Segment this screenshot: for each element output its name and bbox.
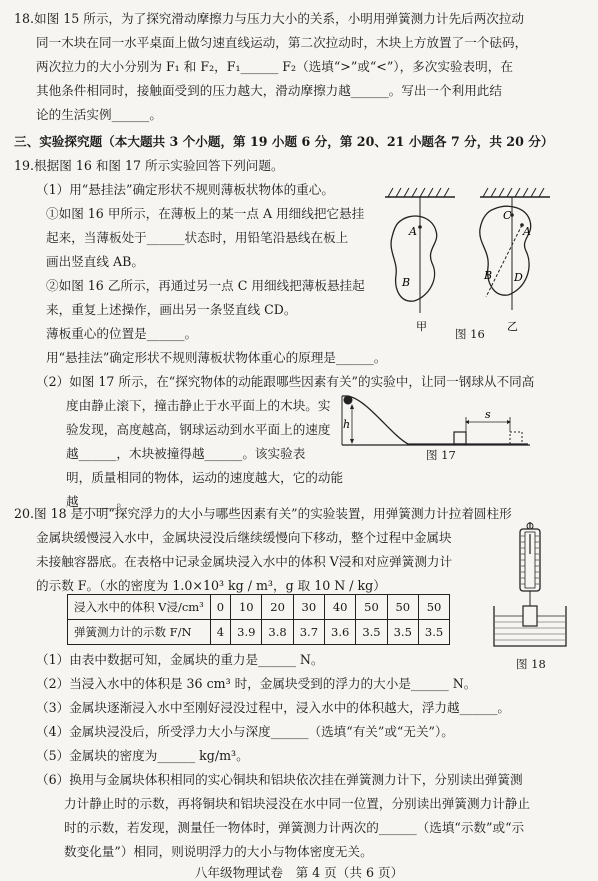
table-row-label: 弹簧测力计的示数 F/N (68, 620, 211, 645)
fig16-left-label: 甲 (416, 320, 427, 333)
q18-line-2: 同一木块在同一水平桌面上做匀速直线运动，第二次拉动时，木块上方放置了一个砝码， (36, 35, 528, 50)
q20-sub-2: （2）当浸入水中的体积是 36 cm³ 时，金属块受到的浮力的大小是______ N。 (36, 676, 477, 691)
q20-line-4: 的示数 F。（水的密度为 1.0×10³ kg / m³，g 取 10 N / kg） (36, 578, 386, 593)
q19-part2-line6: 越______。 (66, 494, 129, 509)
table-cell: 40 (325, 595, 356, 620)
fig16-label-A-right: A (523, 225, 531, 238)
table-cell: 20 (262, 595, 293, 620)
fig17-label-s: s (485, 408, 491, 421)
q20-sub-1: （1）由表中数据可知，金属块的重力是______ N。 (36, 652, 324, 667)
q18-line-4: 其他条件相同时，接触面受到的压力越大，滑动摩擦力越______。写出一个利用此结 (36, 83, 502, 98)
q19-part1: （1）用“悬挂法”确定形状不规则薄板状物体的重心。 (36, 182, 334, 197)
figure-18 (480, 520, 580, 650)
q20-line-2: 金属块缓慢浸入水中，金属块浸没后继续缓慢向下移动，整个过程中金属块 (36, 530, 452, 545)
fig16-label-D: D (514, 271, 523, 284)
table-cell: 3.5 (418, 620, 449, 645)
q20-sub-6-line4: 数变化量”）相同，则说明浮力的大小与物体密度无关。 (64, 844, 373, 859)
q19-part2-line5: 明，质量相同的物体，运动的速度越大，它的动能 (66, 470, 344, 485)
q19-title: 19.根据图 16 和图 17 所示实验回答下列问题。 (14, 158, 284, 173)
table-cell: 4 (210, 620, 230, 645)
fig16-right-label: 乙 (507, 320, 518, 333)
table-cell: 3.5 (387, 620, 418, 645)
q19-a1: ①如图 16 甲所示，在薄板上的某一点 A 用细线把它悬挂 (46, 206, 365, 221)
q20-data-table (67, 594, 450, 645)
table-cell: 3.8 (262, 620, 293, 645)
table-cell: 0 (210, 595, 230, 620)
section-3-heading: 三、实验探究题（本大题共 3 个小题，第 19 小题 6 分，第 20、21 小题各 7 分，共 20 分） (14, 134, 554, 149)
q19-part2-line3: 验发现，高度越高，钢球运动到水平面上的速度 (66, 422, 331, 437)
figure-16 (370, 185, 570, 345)
fig18-caption: 图 18 (516, 657, 546, 671)
table-cell: 3.6 (325, 620, 356, 645)
q19-b2: 来，重复上述操作，画出另一条竖直线 CD。 (46, 302, 297, 317)
q20-sub-3: （3）金属块逐渐浸入水中至刚好浸没过程中，浸入水中的体积越大，浮力越______。 (36, 700, 510, 715)
fig16-label-C: C (503, 209, 512, 222)
q20-sub-6-line2: 力计静止时的示数，再将铜块和铝块浸没在水中同一位置，分别读出弹簧测力计静止 (64, 796, 530, 811)
fig17-caption: 图 17 (426, 448, 456, 462)
fig16-label-A: A (409, 225, 417, 238)
page-footer: 八年级物理试卷 第 4 页（共 6 页） (194, 865, 404, 880)
q18-line-5: 论的生活实例______。 (36, 107, 162, 122)
q18-line-1: 18.如图 15 所示，为了探究滑动摩擦力与压力大小的关系，小明用弹簧测力计先后两次拉动 (14, 11, 525, 26)
q20-sub-6-line3: 时的示数，若发现，测量任一物体时，弹簧测力计两次的______（选填“示数”或“示 (64, 820, 525, 835)
table-cell: 10 (231, 595, 262, 620)
table-cell: 3.9 (231, 620, 262, 645)
q20-sub-4: （4）金属块浸没后，所受浮力大小与深度______（选填“有关”或“无关”）。 (36, 724, 454, 739)
fig16-label-B-right: B (484, 269, 493, 282)
table-row-label: 浸入水中的体积 V浸/cm³ (68, 595, 211, 620)
fig17-label-h: h (343, 418, 351, 431)
q19-part2-line1: （2）如图 17 所示，在“探究物体的动能跟哪些因素有关”的实验中，让同一钢球从不同高 (36, 374, 535, 389)
table-row (68, 620, 450, 645)
q19-part2-line4: 越______，木块被撞得越______。该实验表 (66, 446, 306, 461)
q19-a3: 画出竖直线 AB。 (46, 254, 144, 269)
q19-b3: 薄板重心的位置是______。 (46, 326, 198, 341)
q20-sub-6-line1: （6）换用与金属块体积相同的实心铜块和铝块依次挂在弹簧测力计下，分别读出弹簧测 (36, 772, 523, 787)
q19-part2-line2: 度由静止滚下，撞击静止于水平面上的木块。实 (66, 398, 331, 413)
fig16-caption: 图 16 (455, 327, 485, 341)
table-cell: 50 (418, 595, 449, 620)
q19-b1: ②如图 16 乙所示，再通过另一点 C 用细线把薄板悬挂起 (46, 278, 365, 293)
q20-sub-5: （5）金属块的密度为______ kg/m³。 (36, 748, 249, 763)
q20-line-1: 20.图 18 是小明“探究浮力的大小与哪些因素有关”的实验装置，用弹簧测力计拉着圆柱形 (14, 506, 512, 521)
table-row (68, 595, 450, 620)
table-cell: 30 (293, 595, 324, 620)
q18-line-3: 两次拉力的大小分别为 F₁ 和 F₂，F₁______ F₂（选填“>”或“<”），多次实验表明，在 (36, 59, 513, 74)
fig16-label-B: B (402, 276, 411, 289)
q19-a2: 起来，当薄板处于______状态时，用铅笔沿悬线在板上 (46, 230, 349, 245)
table-cell: 50 (387, 595, 418, 620)
table-cell: 3.5 (356, 620, 387, 645)
table-cell: 3.7 (293, 620, 324, 645)
figure-17 (338, 392, 538, 452)
q19-b4: 用“悬挂法”确定形状不规则薄板状物体重心的原理是______。 (46, 350, 387, 365)
table-cell: 50 (356, 595, 387, 620)
q20-line-3: 未接触容器底。在表格中记录金属块浸入水中的体积 V浸和对应弹簧测力计 (36, 554, 453, 569)
